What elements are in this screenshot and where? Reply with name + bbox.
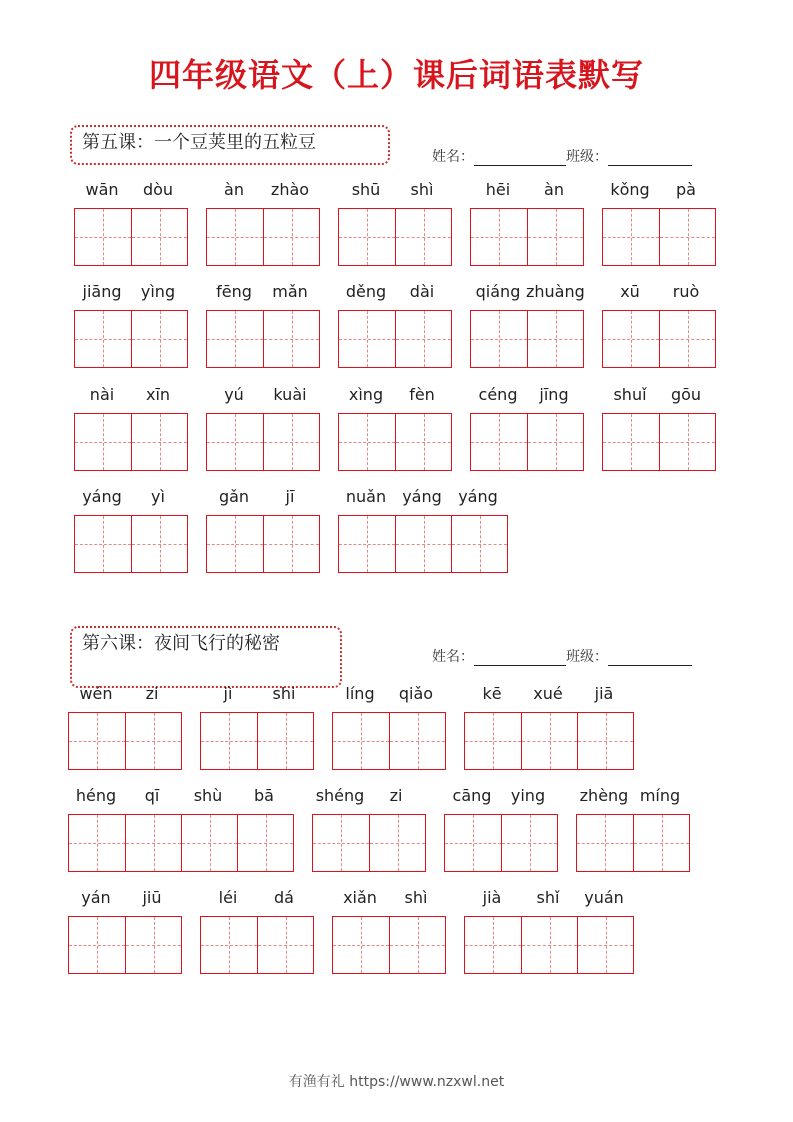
pinyin-syllable: shū <box>351 180 381 199</box>
pinyin-syllable: jī <box>285 487 295 506</box>
writing-cell[interactable] <box>75 209 131 265</box>
pinyin-syllable: shì <box>404 888 428 907</box>
pinyin-syllable: shì <box>410 180 434 199</box>
pinyin-row <box>338 385 450 409</box>
writing-cell[interactable] <box>131 414 187 470</box>
writing-cell[interactable] <box>333 713 389 769</box>
pinyin-syllable: zhèng <box>579 786 629 805</box>
pinyin-syllable: zi <box>389 786 403 805</box>
pinyin-syllable: jiāng <box>82 282 122 301</box>
pinyin-syllable: dài <box>409 282 435 301</box>
pinyin-row <box>68 684 180 708</box>
writing-cell[interactable] <box>339 414 395 470</box>
pinyin-row <box>68 888 180 912</box>
page-title: 四年级语文（上）课后词语表默写 <box>148 56 644 94</box>
writing-cell[interactable] <box>471 414 527 470</box>
writing-grid <box>602 208 716 266</box>
pinyin-syllable: fèn <box>409 385 435 404</box>
pinyin-syllable: kuài <box>273 385 307 404</box>
footer-source: 有渔有礼 https://www.nzxwl.net <box>288 1074 505 1090</box>
pinyin-syllable: shù <box>193 786 223 805</box>
writing-cell[interactable] <box>471 311 527 367</box>
lesson-6-heading <box>70 626 342 688</box>
pinyin-row <box>338 180 450 204</box>
pinyin-syllable: héng <box>75 786 117 805</box>
writing-grid <box>74 208 188 266</box>
writing-cell[interactable] <box>263 516 319 572</box>
pinyin-syllable: yìng <box>140 282 176 301</box>
writing-cell[interactable] <box>125 917 181 973</box>
writing-grid <box>68 814 294 872</box>
pinyin-row <box>464 684 632 708</box>
writing-cell[interactable] <box>395 311 451 367</box>
pinyin-syllable: yáng <box>82 487 122 506</box>
pinyin-row <box>464 888 632 912</box>
writing-grid <box>74 310 188 368</box>
writing-cell[interactable] <box>465 917 521 973</box>
writing-cell[interactable] <box>395 516 451 572</box>
pinyin-syllable: mǎn <box>272 282 308 301</box>
pinyin-syllable: shǐ <box>536 888 560 907</box>
pinyin-syllable: àn <box>224 180 244 199</box>
writing-cell[interactable] <box>603 414 659 470</box>
pinyin-row <box>200 888 312 912</box>
pinyin-row <box>74 282 186 306</box>
writing-cell[interactable] <box>125 815 181 871</box>
writing-cell[interactable] <box>263 414 319 470</box>
writing-grid <box>312 814 426 872</box>
writing-cell[interactable] <box>501 815 557 871</box>
writing-grid <box>206 515 320 573</box>
name-label: 姓名： <box>432 149 474 165</box>
writing-cell[interactable] <box>521 713 577 769</box>
pinyin-row <box>312 786 424 810</box>
pinyin-row <box>470 180 582 204</box>
pinyin-syllable: cāng <box>452 786 492 805</box>
class-blank[interactable] <box>608 149 692 166</box>
writing-cell[interactable] <box>395 209 451 265</box>
writing-cell[interactable] <box>527 209 583 265</box>
writing-grid <box>200 712 314 770</box>
writing-cell[interactable] <box>69 917 125 973</box>
pinyin-syllable: shuǐ <box>613 385 647 404</box>
pinyin-row <box>200 684 312 708</box>
writing-cell[interactable] <box>75 414 131 470</box>
writing-grid <box>74 413 188 471</box>
pinyin-syllable: qiáng <box>475 282 521 301</box>
writing-cell[interactable] <box>313 815 369 871</box>
writing-cell[interactable] <box>131 209 187 265</box>
writing-cell[interactable] <box>237 815 293 871</box>
pinyin-syllable: zhào <box>270 180 310 199</box>
writing-cell[interactable] <box>577 815 633 871</box>
writing-cell[interactable] <box>369 815 425 871</box>
writing-grid <box>602 413 716 471</box>
pinyin-syllable: yì <box>151 487 165 506</box>
writing-cell[interactable] <box>471 209 527 265</box>
writing-cell[interactable] <box>659 414 715 470</box>
writing-cell[interactable] <box>521 917 577 973</box>
pinyin-syllable: jīng <box>539 385 569 404</box>
writing-cell[interactable] <box>659 209 715 265</box>
pinyin-syllable: xué <box>533 684 563 703</box>
writing-cell[interactable] <box>445 815 501 871</box>
pinyin-row <box>470 282 585 306</box>
pinyin-row <box>444 786 556 810</box>
writing-grid <box>206 208 320 266</box>
pinyin-syllable: jì <box>223 684 233 703</box>
writing-grid <box>74 515 188 573</box>
pinyin-syllable: léi <box>218 888 238 907</box>
pinyin-syllable: xīn <box>145 385 171 404</box>
pinyin-row <box>332 684 444 708</box>
writing-cell[interactable] <box>201 713 257 769</box>
writing-cell[interactable] <box>659 311 715 367</box>
pinyin-row <box>74 180 186 204</box>
writing-grid <box>576 814 690 872</box>
pinyin-syllable: wān <box>85 180 119 199</box>
pinyin-row <box>206 385 318 409</box>
pinyin-syllable: jià <box>482 888 502 907</box>
name-class-fields-lesson-6 <box>432 646 692 666</box>
writing-cell[interactable] <box>577 713 633 769</box>
writing-cell[interactable] <box>339 311 395 367</box>
writing-cell[interactable] <box>131 311 187 367</box>
pinyin-syllable: jiū <box>142 888 162 907</box>
writing-cell[interactable] <box>465 713 521 769</box>
name-class-fields-lesson-5 <box>432 146 692 166</box>
writing-grid <box>200 916 314 974</box>
writing-grid <box>470 310 584 368</box>
pinyin-row <box>576 786 688 810</box>
pinyin-row <box>68 786 292 810</box>
pinyin-syllable: xìng <box>348 385 384 404</box>
pinyin-row <box>74 487 186 511</box>
pinyin-syllable: líng <box>345 684 375 703</box>
pinyin-syllable: míng <box>639 786 681 805</box>
name-blank[interactable] <box>474 649 566 666</box>
pinyin-syllable: jiā <box>594 684 614 703</box>
writing-grid <box>464 916 634 974</box>
writing-cell[interactable] <box>207 209 263 265</box>
writing-cell[interactable] <box>339 209 395 265</box>
pinyin-syllable: qī <box>144 786 160 805</box>
writing-grid <box>68 712 182 770</box>
writing-cell[interactable] <box>125 713 181 769</box>
class-blank[interactable] <box>608 649 692 666</box>
lesson-5-title: 第五课：一个豆荚里的五粒豆 <box>82 132 316 153</box>
writing-grid <box>338 208 452 266</box>
writing-grid <box>444 814 558 872</box>
writing-cell[interactable] <box>603 209 659 265</box>
writing-cell[interactable] <box>69 713 125 769</box>
lesson-5-heading <box>70 125 390 165</box>
writing-cell[interactable] <box>389 713 445 769</box>
writing-grid <box>338 310 452 368</box>
pinyin-syllable: xū <box>620 282 640 301</box>
pinyin-row <box>206 487 318 511</box>
writing-grid <box>68 916 182 974</box>
pinyin-syllable: nài <box>89 385 115 404</box>
pinyin-syllable: àn <box>544 180 564 199</box>
pinyin-syllable: pà <box>676 180 696 199</box>
pinyin-row <box>602 282 714 306</box>
class-label: 班级： <box>566 149 608 165</box>
writing-cell[interactable] <box>451 516 507 572</box>
pinyin-syllable: qiǎo <box>398 684 434 703</box>
writing-grid <box>332 916 446 974</box>
pinyin-syllable: kǒng <box>610 180 650 199</box>
writing-grid <box>464 712 634 770</box>
pinyin-syllable: ying <box>510 786 546 805</box>
writing-grid <box>206 310 320 368</box>
pinyin-row <box>74 385 186 409</box>
pinyin-syllable: xiǎn <box>343 888 377 907</box>
writing-cell[interactable] <box>257 917 313 973</box>
writing-cell[interactable] <box>527 414 583 470</box>
writing-cell[interactable] <box>263 311 319 367</box>
pinyin-row <box>338 282 450 306</box>
pinyin-syllable: fēng <box>216 282 252 301</box>
writing-cell[interactable] <box>333 917 389 973</box>
pinyin-syllable: kē <box>482 684 502 703</box>
writing-cell[interactable] <box>257 713 313 769</box>
writing-cell[interactable] <box>75 516 131 572</box>
pinyin-syllable: nuǎn <box>345 487 387 506</box>
pinyin-syllable: gōu <box>670 385 702 404</box>
pinyin-row <box>206 180 318 204</box>
lesson-6-title: 第六课：夜间飞行的秘密 <box>82 633 280 654</box>
name-blank[interactable] <box>474 149 566 166</box>
pinyin-row <box>206 282 318 306</box>
pinyin-row <box>602 385 714 409</box>
pinyin-syllable: yáng <box>402 487 442 506</box>
class-label: 班级： <box>566 649 608 665</box>
pinyin-syllable: yú <box>224 385 244 404</box>
pinyin-syllable: shi <box>272 684 296 703</box>
writing-cell[interactable] <box>75 311 131 367</box>
writing-grid <box>332 712 446 770</box>
pinyin-syllable: děng <box>345 282 387 301</box>
writing-cell[interactable] <box>207 311 263 367</box>
pinyin-syllable: gǎn <box>218 487 250 506</box>
writing-grid <box>470 208 584 266</box>
pinyin-syllable: dá <box>274 888 294 907</box>
pinyin-syllable: hēi <box>485 180 511 199</box>
writing-grid <box>206 413 320 471</box>
pinyin-syllable: shéng <box>315 786 365 805</box>
writing-cell[interactable] <box>603 311 659 367</box>
writing-cell[interactable] <box>201 917 257 973</box>
writing-cell[interactable] <box>131 516 187 572</box>
writing-cell[interactable] <box>69 815 125 871</box>
pinyin-syllable: céng <box>478 385 518 404</box>
writing-grid <box>338 515 508 573</box>
writing-grid <box>470 413 584 471</box>
pinyin-row <box>332 888 444 912</box>
pinyin-syllable: yáng <box>458 487 498 506</box>
pinyin-syllable: zhuàng <box>526 282 585 301</box>
writing-grid <box>338 413 452 471</box>
writing-cell[interactable] <box>207 516 263 572</box>
writing-cell[interactable] <box>527 311 583 367</box>
pinyin-row <box>602 180 714 204</box>
pinyin-syllable: yuán <box>584 888 624 907</box>
writing-cell[interactable] <box>181 815 237 871</box>
writing-cell[interactable] <box>263 209 319 265</box>
writing-grid <box>602 310 716 368</box>
pinyin-row <box>338 487 506 511</box>
writing-cell[interactable] <box>389 917 445 973</box>
writing-cell[interactable] <box>577 917 633 973</box>
pinyin-syllable: dòu <box>142 180 174 199</box>
pinyin-syllable: ruò <box>672 282 700 301</box>
writing-cell[interactable] <box>339 516 395 572</box>
name-label: 姓名： <box>432 649 474 665</box>
pinyin-syllable: bā <box>254 786 274 805</box>
writing-cell[interactable] <box>633 815 689 871</box>
writing-cell[interactable] <box>207 414 263 470</box>
writing-cell[interactable] <box>395 414 451 470</box>
pinyin-syllable: yán <box>81 888 111 907</box>
pinyin-syllable: zi <box>145 684 159 703</box>
pinyin-syllable: wén <box>79 684 113 703</box>
pinyin-row <box>470 385 582 409</box>
